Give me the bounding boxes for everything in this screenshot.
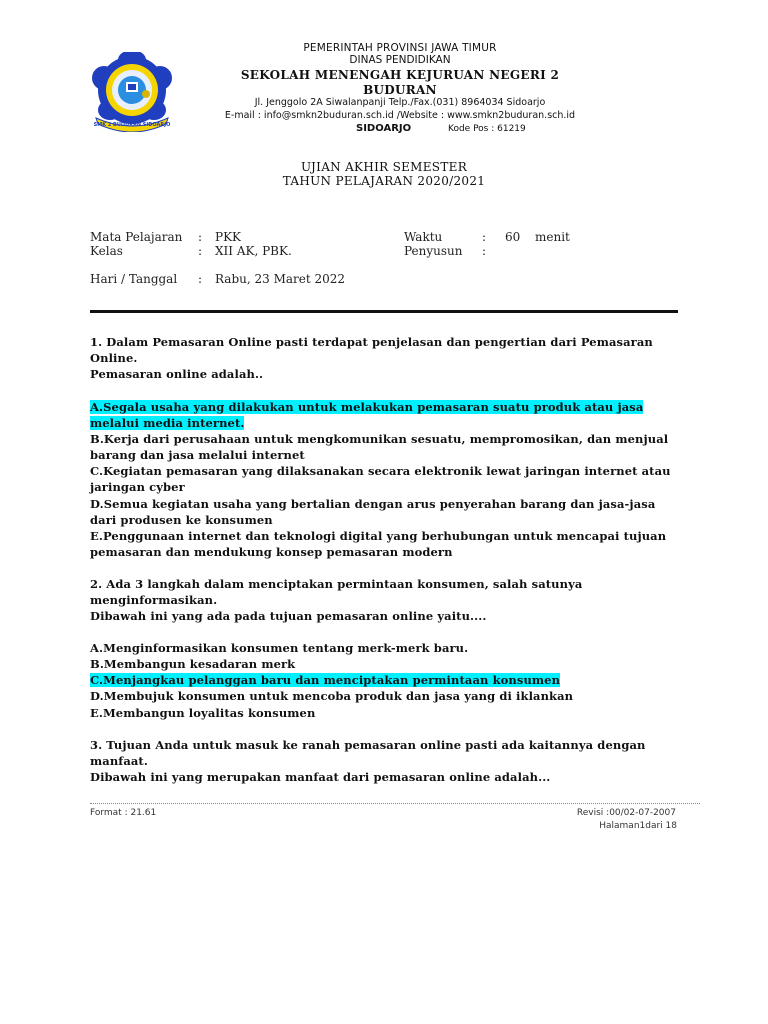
time-value: 60 <box>505 230 521 244</box>
day-sep: : <box>198 272 203 286</box>
question-2-option-c <box>90 673 560 687</box>
question-2-option-a: A.Menginformasikan konsumen tentang merk-merk baru. <box>90 641 469 655</box>
exam-title: UJIAN AKHIR SEMESTER <box>300 160 468 174</box>
letterhead-address: Jl. Jenggolo 2A Siwalanpanji Telp./Fax.(031) 8964034 Sidoarjo <box>254 97 546 108</box>
class-label: Kelas <box>90 244 123 258</box>
question-2-prompt: Dibawah ini yang ada pada tujuan pemasaran online yaitu.... <box>90 609 487 623</box>
question-3-text: 3. Tujuan Anda untuk masuk ke ranah pemasaran online pasti ada kaitannya dengan <box>90 738 646 752</box>
answer-highlight: A.Segala usaha yang dilakukan untuk melakukan pemasaran suatu produk atau jasa <box>90 400 644 414</box>
footer-format: Format : 21.61 <box>90 808 157 818</box>
letterhead-postcode: Kode Pos : 61219 <box>448 124 526 134</box>
question-1-option-d: D.Semua kegiatan usaha yang bertalian dengan arus penyerahan barang dan jasa-jasa <box>90 497 656 511</box>
class-sep: : <box>198 244 203 258</box>
header-divider <box>90 310 678 313</box>
question-1-option-b: barang dan jasa melalui internet <box>90 448 305 462</box>
question-3-prompt: Dibawah ini yang merupakan manfaat dari pemasaran online adalah... <box>90 770 551 784</box>
question-1-option-d: dari produsen ke konsumen <box>90 513 273 527</box>
question-1-text: 1. Dalam Pemasaran Online pasti terdapat penjelasan dan pengertian dari Pemasaran <box>90 335 653 349</box>
footer-divider <box>90 803 700 804</box>
class-value: XII AK, PBK. <box>215 244 292 258</box>
day-value: Rabu, 23 Maret 2022 <box>215 272 346 286</box>
footer-revision: Revisi :00/02-07-2007 <box>576 808 676 818</box>
question-1-option-a <box>90 400 643 414</box>
letterhead-school-city: BUDURAN <box>363 83 437 97</box>
subject-value: PKK <box>215 230 242 244</box>
question-1-option-c: jaringan cyber <box>90 480 185 494</box>
question-2-option-e: E.Membangun loyalitas konsumen <box>90 706 316 720</box>
question-2-option-d: D.Membujuk konsumen untuk mencoba produk dan jasa yang di iklankan <box>90 689 574 703</box>
answer-highlight: C.Menjangkau pelanggan baru dan menciptakan permintaan konsumen <box>90 673 561 687</box>
answer-highlight: melalui media internet. <box>90 416 245 430</box>
question-2-option-b: B.Membangun kesadaran merk <box>90 657 296 671</box>
logo-banner-text: SMK 2 BUDURAN SIDOARJO <box>93 122 171 128</box>
question-1-option-e: pemasaran dan mendukung konsep pemasaran modern <box>90 545 453 559</box>
letterhead-government: PEMERINTAH PROVINSI JAWA TIMUR <box>303 42 497 54</box>
time-unit: menit <box>535 230 570 244</box>
letterhead-school: SEKOLAH MENENGAH KEJURUAN NEGERI 2 <box>240 68 560 82</box>
exam-year: TAHUN PELAJARAN 2020/2021 <box>282 174 486 188</box>
question-1-option-b: B.Kerja dari perusahaan untuk mengkomunikan sesuatu, mempromosikan, dan menjual <box>90 432 669 446</box>
question-1-option-c: C.Kegiatan pemasaran yang dilaksanakan secara elektronik lewat jaringan internet atau <box>90 464 671 478</box>
question-1-option-e: E.Penggunaan internet dan teknologi digital yang berhubungan untuk mencapai tujuan <box>90 529 667 543</box>
time-sep: : <box>482 230 487 244</box>
question-3-text: manfaat. <box>90 754 148 768</box>
question-2-text: 2. Ada 3 langkah dalam menciptakan permintaan konsumen, salah satunya <box>90 577 583 591</box>
author-label: Penyusun <box>404 244 463 258</box>
question-1-text: Online. <box>90 351 138 365</box>
letterhead-department: DINAS PENDIDIKAN <box>349 54 451 66</box>
author-sep: : <box>482 244 487 258</box>
day-label: Hari / Tanggal <box>90 272 178 286</box>
letterhead-city: SIDOARJO <box>356 123 412 134</box>
time-label: Waktu <box>404 230 443 244</box>
letterhead-contact: E-mail : info@smkn2buduran.sch.id /Website : www.smkn2buduran.sch.id <box>224 110 576 121</box>
question-2-text: menginformasikan. <box>90 593 218 607</box>
subject-label: Mata Pelajaran <box>90 230 183 244</box>
footer-page-number: Halaman1dari 18 <box>599 821 677 831</box>
school-logo <box>82 52 182 132</box>
subject-sep: : <box>198 230 203 244</box>
question-1-prompt: Pemasaran online adalah.. <box>90 367 264 381</box>
question-1-option-a <box>90 416 244 430</box>
